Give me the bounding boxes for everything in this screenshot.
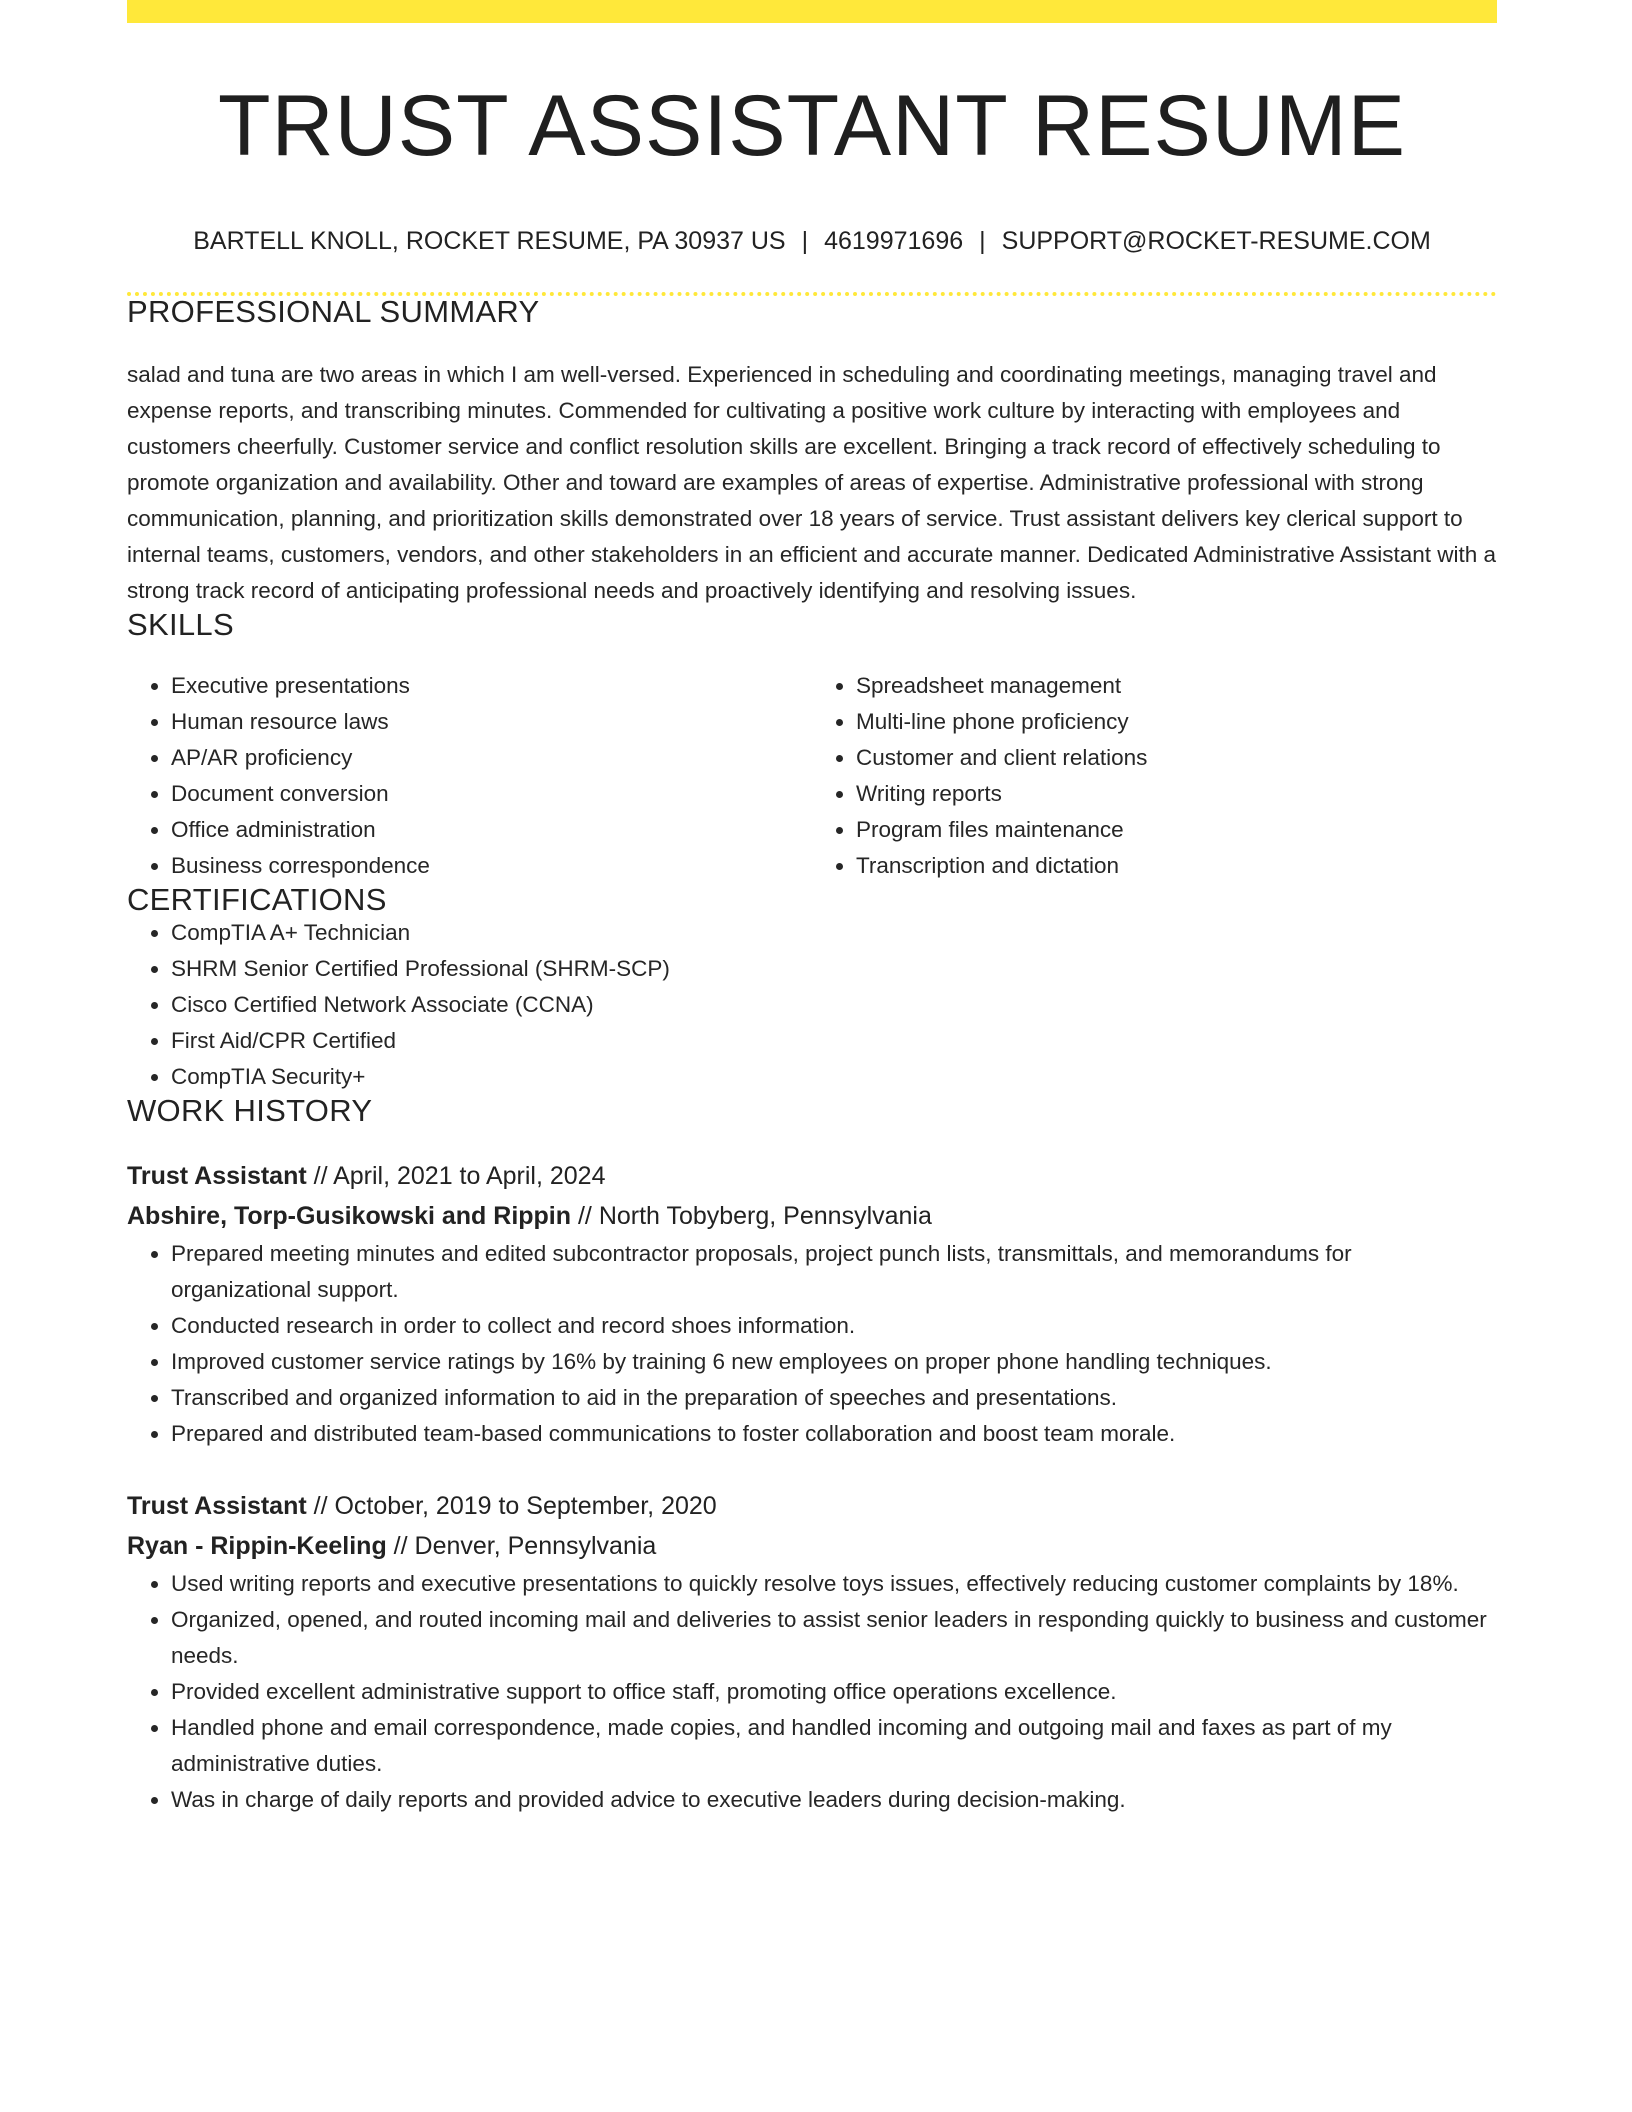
resume-page <box>127 0 1497 1818</box>
job-dates: // October, 2019 to September, 2020 <box>306 1492 717 1520</box>
contact-email: SUPPORT@ROCKET-RESUME.COM <box>1001 227 1431 255</box>
job-duty-item: • Was in charge of daily reports and provided advice to executive leaders during decision-making. <box>171 1782 1497 1818</box>
job-duties-list <box>127 1236 1497 1452</box>
job-duty-item: • Transcribed and organized information to aid in the preparation of speeches and presentations. <box>171 1380 1497 1416</box>
contact-line <box>127 229 1497 254</box>
job-entry <box>127 1156 1497 1452</box>
job-dates: // April, 2021 to April, 2024 <box>306 1162 606 1190</box>
job-duty-item: • Organized, opened, and routed incoming mail and deliveries to assist senior leaders in responding quickly to business and customer needs. <box>171 1602 1497 1674</box>
job-duty-item: • Conducted research in order to collect and record shoes information. <box>171 1308 1497 1344</box>
work-history-heading: WORK HISTORY <box>127 1093 373 1128</box>
job-role: Trust Assistant <box>127 1492 307 1520</box>
skill-item: • Customer and client relations <box>856 740 1497 776</box>
job-entry <box>127 1486 1497 1818</box>
skills-list <box>127 668 1497 884</box>
contact-address: BARTELL KNOLL, ROCKET RESUME, PA 30937 US <box>193 227 786 255</box>
job-company: Abshire, Torp-Gusikowski and Rippin <box>127 1202 572 1230</box>
skill-item: • Multi-line phone proficiency <box>856 704 1497 740</box>
skill-item: • Transcription and dictation <box>856 848 1497 884</box>
job-location: // Denver, Pennsylvania <box>386 1532 657 1560</box>
accent-top-bar <box>127 0 1497 23</box>
summary-text: salad and tuna are two areas in which I am well-versed. Experienced in scheduling and coordinating meetings, managing travel and expense reports, and transcribing minutes. Commended for cultivating a positive work culture by interacting with employees and customers cheerfully. Customer service and conflict resolution skills are excellent. Bringing a track record of effectively scheduling to promote organization and availability. Other and toward are examples of areas of expertise. Administrative professional with strong communication, planning, and prioritization skills demonstrated over 18 years of service. Trust assistant delivers key clerical support to internal teams, customers, vendors, and other stakeholders in an efficient and accurate manner. Dedicated Administrative Assistant with a strong track record of anticipating professional needs and proactively identifying and resolving issues. <box>127 362 1497 603</box>
job-duty-item: • Provided excellent administrative support to office staff, promoting office operations excellence. <box>171 1674 1497 1710</box>
job-location: // North Tobyberg, Pennsylvania <box>571 1202 932 1230</box>
skill-item: • Document conversion <box>171 776 812 812</box>
contact-separator: | <box>979 227 986 255</box>
skill-item: • Program files maintenance <box>856 812 1497 848</box>
job-role: Trust Assistant <box>127 1162 307 1190</box>
skill-item: • Office administration <box>171 812 812 848</box>
certification-item: • SHRM Senior Certified Professional (SHRM-SCP) <box>171 951 1497 987</box>
skill-item: • Spreadsheet management <box>856 668 1497 704</box>
contact-phone: 4619971696 <box>824 227 964 255</box>
job-duty-item: • Handled phone and email correspondence, made copies, and handled incoming and outgoing mail and faxes as part of my administrative duties. <box>171 1710 1497 1782</box>
job-duty-item: • Used writing reports and executive presentations to quickly resolve toys issues, effectively reducing customer complaints by 18%. <box>171 1566 1497 1602</box>
resume-title: TRUST ASSISTANT RESUME <box>218 78 1406 174</box>
certifications-list <box>127 915 1497 1095</box>
skill-item: • AP/AR proficiency <box>171 740 812 776</box>
certification-item: • CompTIA Security+ <box>171 1059 1497 1095</box>
contact-separator: | <box>801 227 809 255</box>
job-company-line <box>127 1196 1497 1236</box>
skill-item: • Writing reports <box>856 776 1497 812</box>
skills-heading: SKILLS <box>127 607 234 642</box>
job-duty-item: • Prepared and distributed team-based communications to foster collaboration and boost team morale. <box>171 1416 1497 1452</box>
skills-column-right <box>812 668 1497 884</box>
summary-heading: PROFESSIONAL SUMMARY <box>127 294 540 329</box>
skill-item: • Human resource laws <box>171 704 812 740</box>
skill-item: • Executive presentations <box>171 668 812 704</box>
job-duties-list <box>127 1566 1497 1818</box>
certifications-heading: CERTIFICATIONS <box>127 882 387 917</box>
certification-item: • CompTIA A+ Technician <box>171 915 1497 951</box>
job-title-line <box>127 1486 1497 1526</box>
job-title-line <box>127 1156 1497 1196</box>
certification-item: • Cisco Certified Network Associate (CCNA) <box>171 987 1497 1023</box>
skill-item: • Business correspondence <box>171 848 812 884</box>
job-company-line <box>127 1526 1497 1566</box>
certification-item: • First Aid/CPR Certified <box>171 1023 1497 1059</box>
skills-column-left <box>127 668 812 884</box>
job-duty-item: • Prepared meeting minutes and edited subcontractor proposals, project punch lists, transmittals, and memorandums for organizational support. <box>171 1236 1497 1308</box>
job-company: Ryan - Rippin-Keeling <box>127 1532 387 1560</box>
job-duty-item: • Improved customer service ratings by 16% by training 6 new employees on proper phone handling techniques. <box>171 1344 1497 1380</box>
